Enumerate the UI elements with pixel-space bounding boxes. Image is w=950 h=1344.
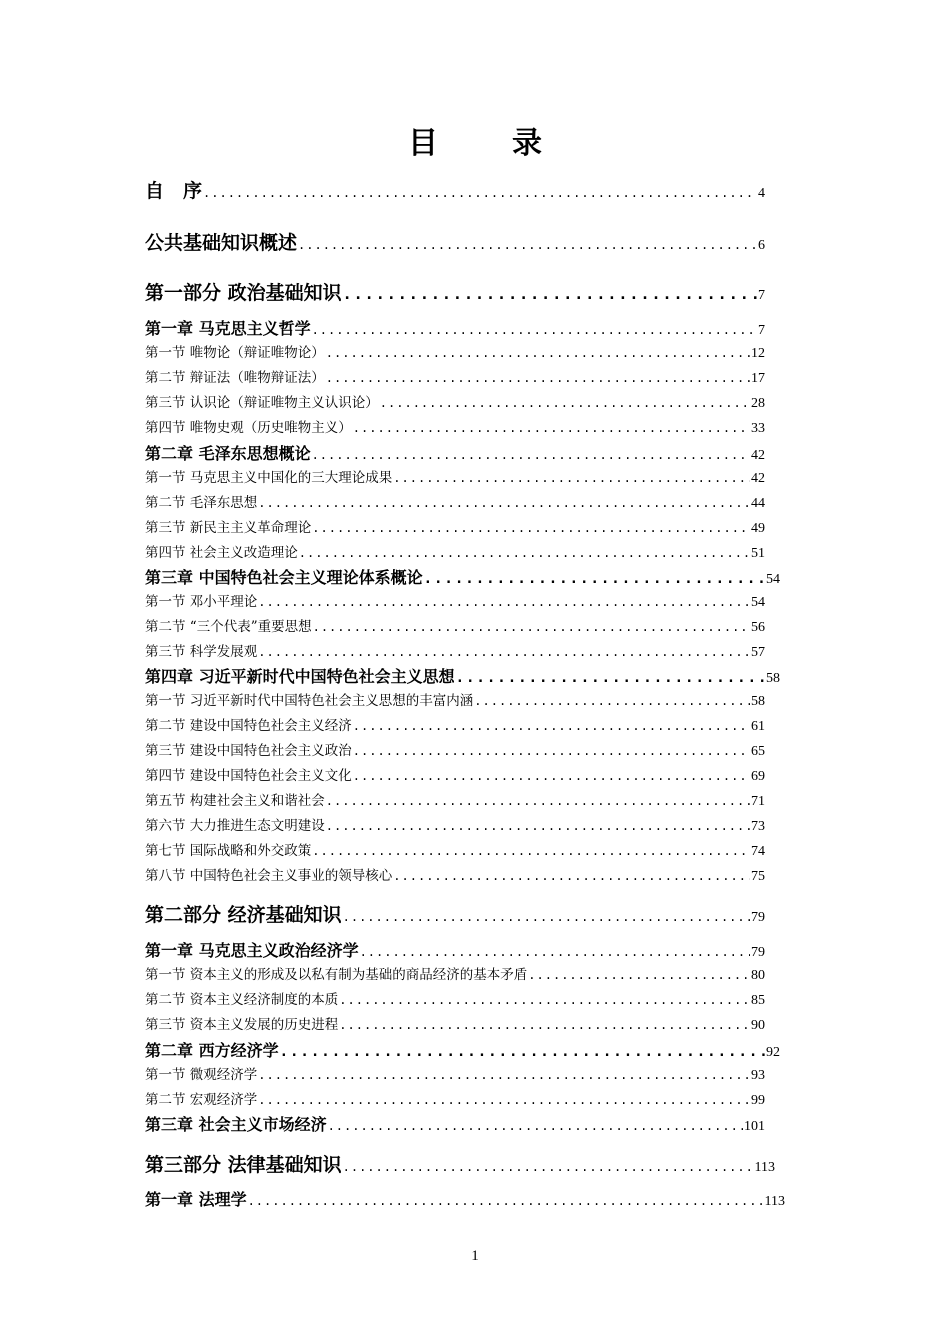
toc-leader-dots [298,238,757,252]
toc-entry-label: 第三部分 法律基础知识 [145,1154,342,1176]
toc-entry-label: 自 序 [145,180,203,202]
toc-leader-dots [258,496,750,510]
toc-entry-page-number: 99 [751,1093,765,1108]
toc-leader-dots [312,844,750,858]
toc-entry-page-number: 69 [751,769,765,784]
toc-entry-label: 第一节 微观经济学 [145,1067,258,1083]
toc-leader-dots [380,396,750,410]
toc-entry-page-number: 54 [766,572,780,587]
toc-entry-label: 第三节 认识论（辩证唯物主义认识论） [145,395,379,411]
toc-entry-section[interactable] [145,739,765,760]
toc-entry-section[interactable] [145,615,765,636]
toc-entry-label: 第一节 邓小平理论 [145,594,258,610]
toc-entry-page-number: 33 [751,421,765,436]
toc-leader-dots [343,285,757,303]
toc-entry-page-number: 85 [751,993,765,1008]
toc-entry-page-number: 17 [751,371,765,386]
toc-leader-dots [353,421,750,435]
toc-entry-page-number: 74 [751,844,765,859]
toc-entry-label: 第三节 资本主义发展的历史进程 [145,1017,339,1033]
toc-leader-dots [393,471,750,485]
toc-entry-page-number: 58 [751,694,765,709]
toc-leader-dots [312,323,757,337]
toc-entry-section[interactable] [145,640,765,661]
toc-entry-label: 第一部分 政治基础知识 [145,282,342,304]
toc-entry-section[interactable] [145,466,765,487]
toc-entry-part[interactable] [145,1150,775,1177]
toc-entry-page-number: 71 [751,794,765,809]
toc-entry-label: 第七节 国际战略和外交政策 [145,843,312,859]
toc-leader-dots [312,448,750,462]
toc-entry-label: 第一章 法理学 [145,1190,247,1209]
toc-entry-label: 第一节 习近平新时代中国特色社会主义思想的丰富内涵 [145,693,474,709]
toc-entry-section[interactable] [145,839,765,860]
toc-entry-page-number: 56 [751,620,765,635]
toc-entry-section[interactable] [145,491,765,512]
toc-leader-dots [424,571,765,587]
toc-leader-dots [353,769,750,783]
toc-leader-dots [353,719,750,733]
toc-leader-dots [312,521,750,535]
toc-entry-chapter[interactable] [145,316,765,339]
toc-leader-dots [326,794,750,808]
toc-leader-dots [248,1194,764,1208]
toc-entry-page-number: 58 [766,671,780,686]
toc-entry-section[interactable] [145,864,765,885]
toc-entry-section[interactable] [145,341,765,362]
toc-leader-dots [299,546,750,560]
toc-leader-dots [343,1160,754,1174]
toc-entry-chapter[interactable] [145,664,780,687]
toc-entry-section[interactable] [145,1013,765,1034]
toc-leader-dots [528,968,750,982]
toc-entry-label: 第二章 西方经济学 [145,1041,279,1060]
toc-entry-label: 第四节 建设中国特色社会主义文化 [145,768,352,784]
toc-leader-dots [326,371,750,385]
toc-entry-top[interactable] [145,228,765,255]
toc-entry-label: 第三章 中国特色社会主义理论体系概论 [145,568,423,587]
toc-entry-page-number: 65 [751,744,765,759]
toc-entry-label: 第四章 习近平新时代中国特色社会主义思想 [145,667,455,686]
toc-entry-label: 第二节 毛泽东思想 [145,495,258,511]
toc-leader-dots [258,645,750,659]
toc-entry-chapter[interactable] [145,1187,785,1210]
toc-entry-label: 第三章 社会主义市场经济 [145,1115,327,1134]
toc-entry-label: 第二节 “三个代表”重要思想 [145,619,312,635]
toc-entry-page-number: 49 [751,521,765,536]
toc-entry-page-number: 4 [758,186,765,201]
toc-entry-section[interactable] [145,963,765,984]
toc-entry-label: 第四节 唯物史观（历史唯物主义） [145,420,352,436]
toc-entry-page-number: 44 [751,496,765,511]
toc-leader-dots [339,1018,750,1032]
toc-leader-dots [258,1093,750,1107]
toc-entry-chapter[interactable] [145,441,765,464]
toc-entry-page-number: 113 [754,1160,775,1175]
toc-entry-section[interactable] [145,714,765,735]
toc-entry-section[interactable] [145,988,765,1009]
toc-entry-section[interactable] [145,689,765,710]
toc-entry-page-number: 101 [744,1119,765,1134]
toc-leader-dots [258,1068,750,1082]
toc-entry-label: 第二节 建设中国特色社会主义经济 [145,718,352,734]
toc-entry-label: 第二节 辩证法（唯物辩证法） [145,370,325,386]
toc-entry-label: 第二章 毛泽东思想概论 [145,444,311,463]
toc-entry-page-number: 93 [751,1068,765,1083]
toc-entry-section[interactable] [145,814,765,835]
toc-entry-page-number: 79 [751,945,765,960]
toc-entry-section[interactable] [145,516,765,537]
toc-entry-section[interactable] [145,590,765,611]
toc-entry-label: 第四节 社会主义改造理论 [145,545,298,561]
toc-entry-label: 第六节 大力推进生态文明建设 [145,818,325,834]
toc-entry-label: 第八节 中国特色社会主义事业的领导核心 [145,868,393,884]
toc-entry-chapter[interactable] [145,938,765,961]
toc-entry-page-number: 61 [751,719,765,734]
toc-entry-page-number: 57 [751,645,765,660]
toc-entry-section[interactable] [145,1063,765,1084]
toc-entry-chapter[interactable] [145,1038,780,1061]
toc-entry-label: 第三节 新民主主义革命理论 [145,520,312,536]
toc-entry-page-number: 7 [758,323,765,338]
toc-entry-page-number: 28 [751,396,765,411]
toc-leader-dots [280,1044,765,1060]
toc-entry-page-number: 113 [764,1194,785,1209]
toc-entry-chapter[interactable] [145,565,780,588]
toc-entry-label: 公共基础知识概述 [145,232,298,254]
toc-entry-label: 第二部分 经济基础知识 [145,904,342,926]
toc-entry-label: 第一节 资本主义的形成及以私有制为基础的商品经济的基本矛盾 [145,967,528,983]
toc-entry-section[interactable] [145,1088,765,1109]
toc-entry-label: 第五节 构建社会主义和谐社会 [145,793,325,809]
toc-leader-dots [456,670,765,686]
toc-entry-section[interactable] [145,366,765,387]
toc-leader-dots [360,945,750,959]
toc-leader-dots [326,819,750,833]
toc-entry-part[interactable] [145,278,765,305]
toc-entry-label: 第一章 马克思主义政治经济学 [145,941,359,960]
toc-entry-section[interactable] [145,416,765,437]
toc-leader-dots [203,186,757,200]
toc-entry-page-number: 6 [758,238,765,253]
toc-entry-page-number: 51 [751,546,765,561]
toc-entry-label: 第一章 马克思主义哲学 [145,319,311,338]
toc-leader-dots [258,595,750,609]
toc-entry-section[interactable] [145,764,765,785]
toc-leader-dots [313,620,750,634]
toc-entry-part[interactable] [145,900,765,927]
toc-entry-page-number: 75 [751,869,765,884]
toc-entry-page-number: 80 [751,968,765,983]
toc-entry-label: 第三节 建设中国特色社会主义政治 [145,743,352,759]
toc-entry-page-number: 7 [758,288,765,303]
toc-leader-dots [326,346,750,360]
toc-entry-page-number: 73 [751,819,765,834]
toc-leader-dots [343,910,750,924]
toc-leader-dots [328,1119,743,1133]
toc-entry-section[interactable] [145,391,765,412]
toc-entry-page-number: 54 [751,595,765,610]
toc-entry-page-number: 12 [751,346,765,361]
toc-leader-dots [393,869,750,883]
toc-entry-section[interactable] [145,789,765,810]
toc-entry-top[interactable] [145,176,765,203]
toc-entry-page-number: 79 [751,910,765,925]
toc-entry-label: 第二节 宏观经济学 [145,1092,258,1108]
toc-entry-label: 第一节 唯物论（辩证唯物论） [145,345,325,361]
toc-entry-page-number: 92 [766,1045,780,1060]
toc-entry-label: 第三节 科学发展观 [145,644,258,660]
page-footer-number: 1 [471,1248,479,1264]
toc-leader-dots [353,744,750,758]
toc-entry-page-number: 42 [751,471,765,486]
toc-entry-page-number: 42 [751,448,765,463]
toc-entry-chapter[interactable] [145,1112,765,1135]
toc-entry-label: 第二节 资本主义经济制度的本质 [145,992,339,1008]
toc-leader-dots [339,993,750,1007]
toc-entry-page-number: 90 [751,1018,765,1033]
toc-entry-label: 第一节 马克思主义中国化的三大理论成果 [145,470,393,486]
toc-entry-section[interactable] [145,541,765,562]
page-title: 目 录 [408,126,564,161]
toc-leader-dots [474,694,750,708]
